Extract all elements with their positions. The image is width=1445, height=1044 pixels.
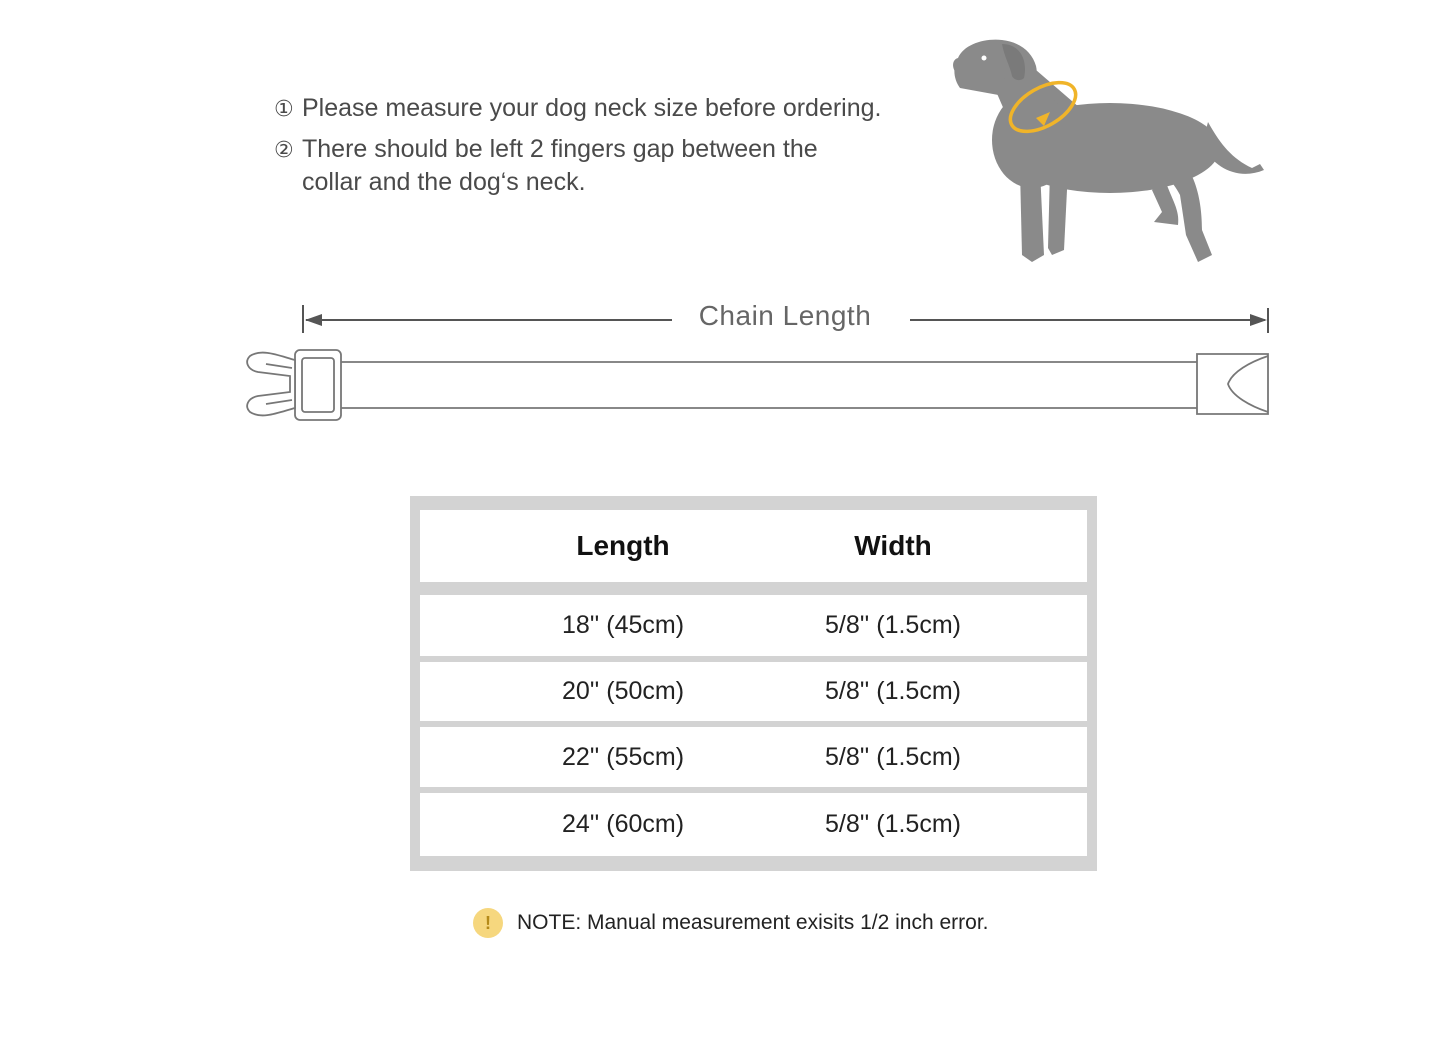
cell-width: 5/8'' (1.5cm) [825,742,961,771]
cell-length: 20'' (50cm) [561,677,685,705]
collar-strap [340,362,1198,408]
buckle-collar-icon [0,0,1445,460]
warning-icon: ! [473,908,503,938]
cell-width: 5/8'' (1.5cm) [825,677,961,705]
instruction-2-text-line2: collar and the dog‘s neck. [302,168,586,196]
header-length: Length [576,530,670,561]
cell-length: 22'' (55cm) [561,742,685,771]
cell-width: 5/8'' (1.5cm) [825,810,961,838]
cell-length: 18'' (45cm) [561,611,685,639]
table-row [420,727,1087,787]
size-table [410,496,1097,871]
note-text: NOTE: Manual measurement exisits 1/2 inch error. [517,911,989,934]
header-width: Width [854,530,932,561]
chain-length-label: Chain Length [698,300,872,331]
instruction-2-number: ② [274,137,294,162]
table-row [420,793,1087,856]
instruction-1-text: Please measure your dog neck size before ordering. [302,94,882,122]
buckle-female [1197,354,1268,414]
note [473,908,989,938]
table-header-row [420,510,1087,582]
instruction-2-text-line1: There should be left 2 fingers gap between the [302,135,818,163]
cell-width: 5/8'' (1.5cm) [825,611,961,639]
buckle-male [247,350,341,420]
table-row [420,662,1087,721]
cell-length: 24'' (60cm) [561,810,685,838]
table-row [420,595,1087,656]
instruction-1-number: ① [274,96,294,121]
